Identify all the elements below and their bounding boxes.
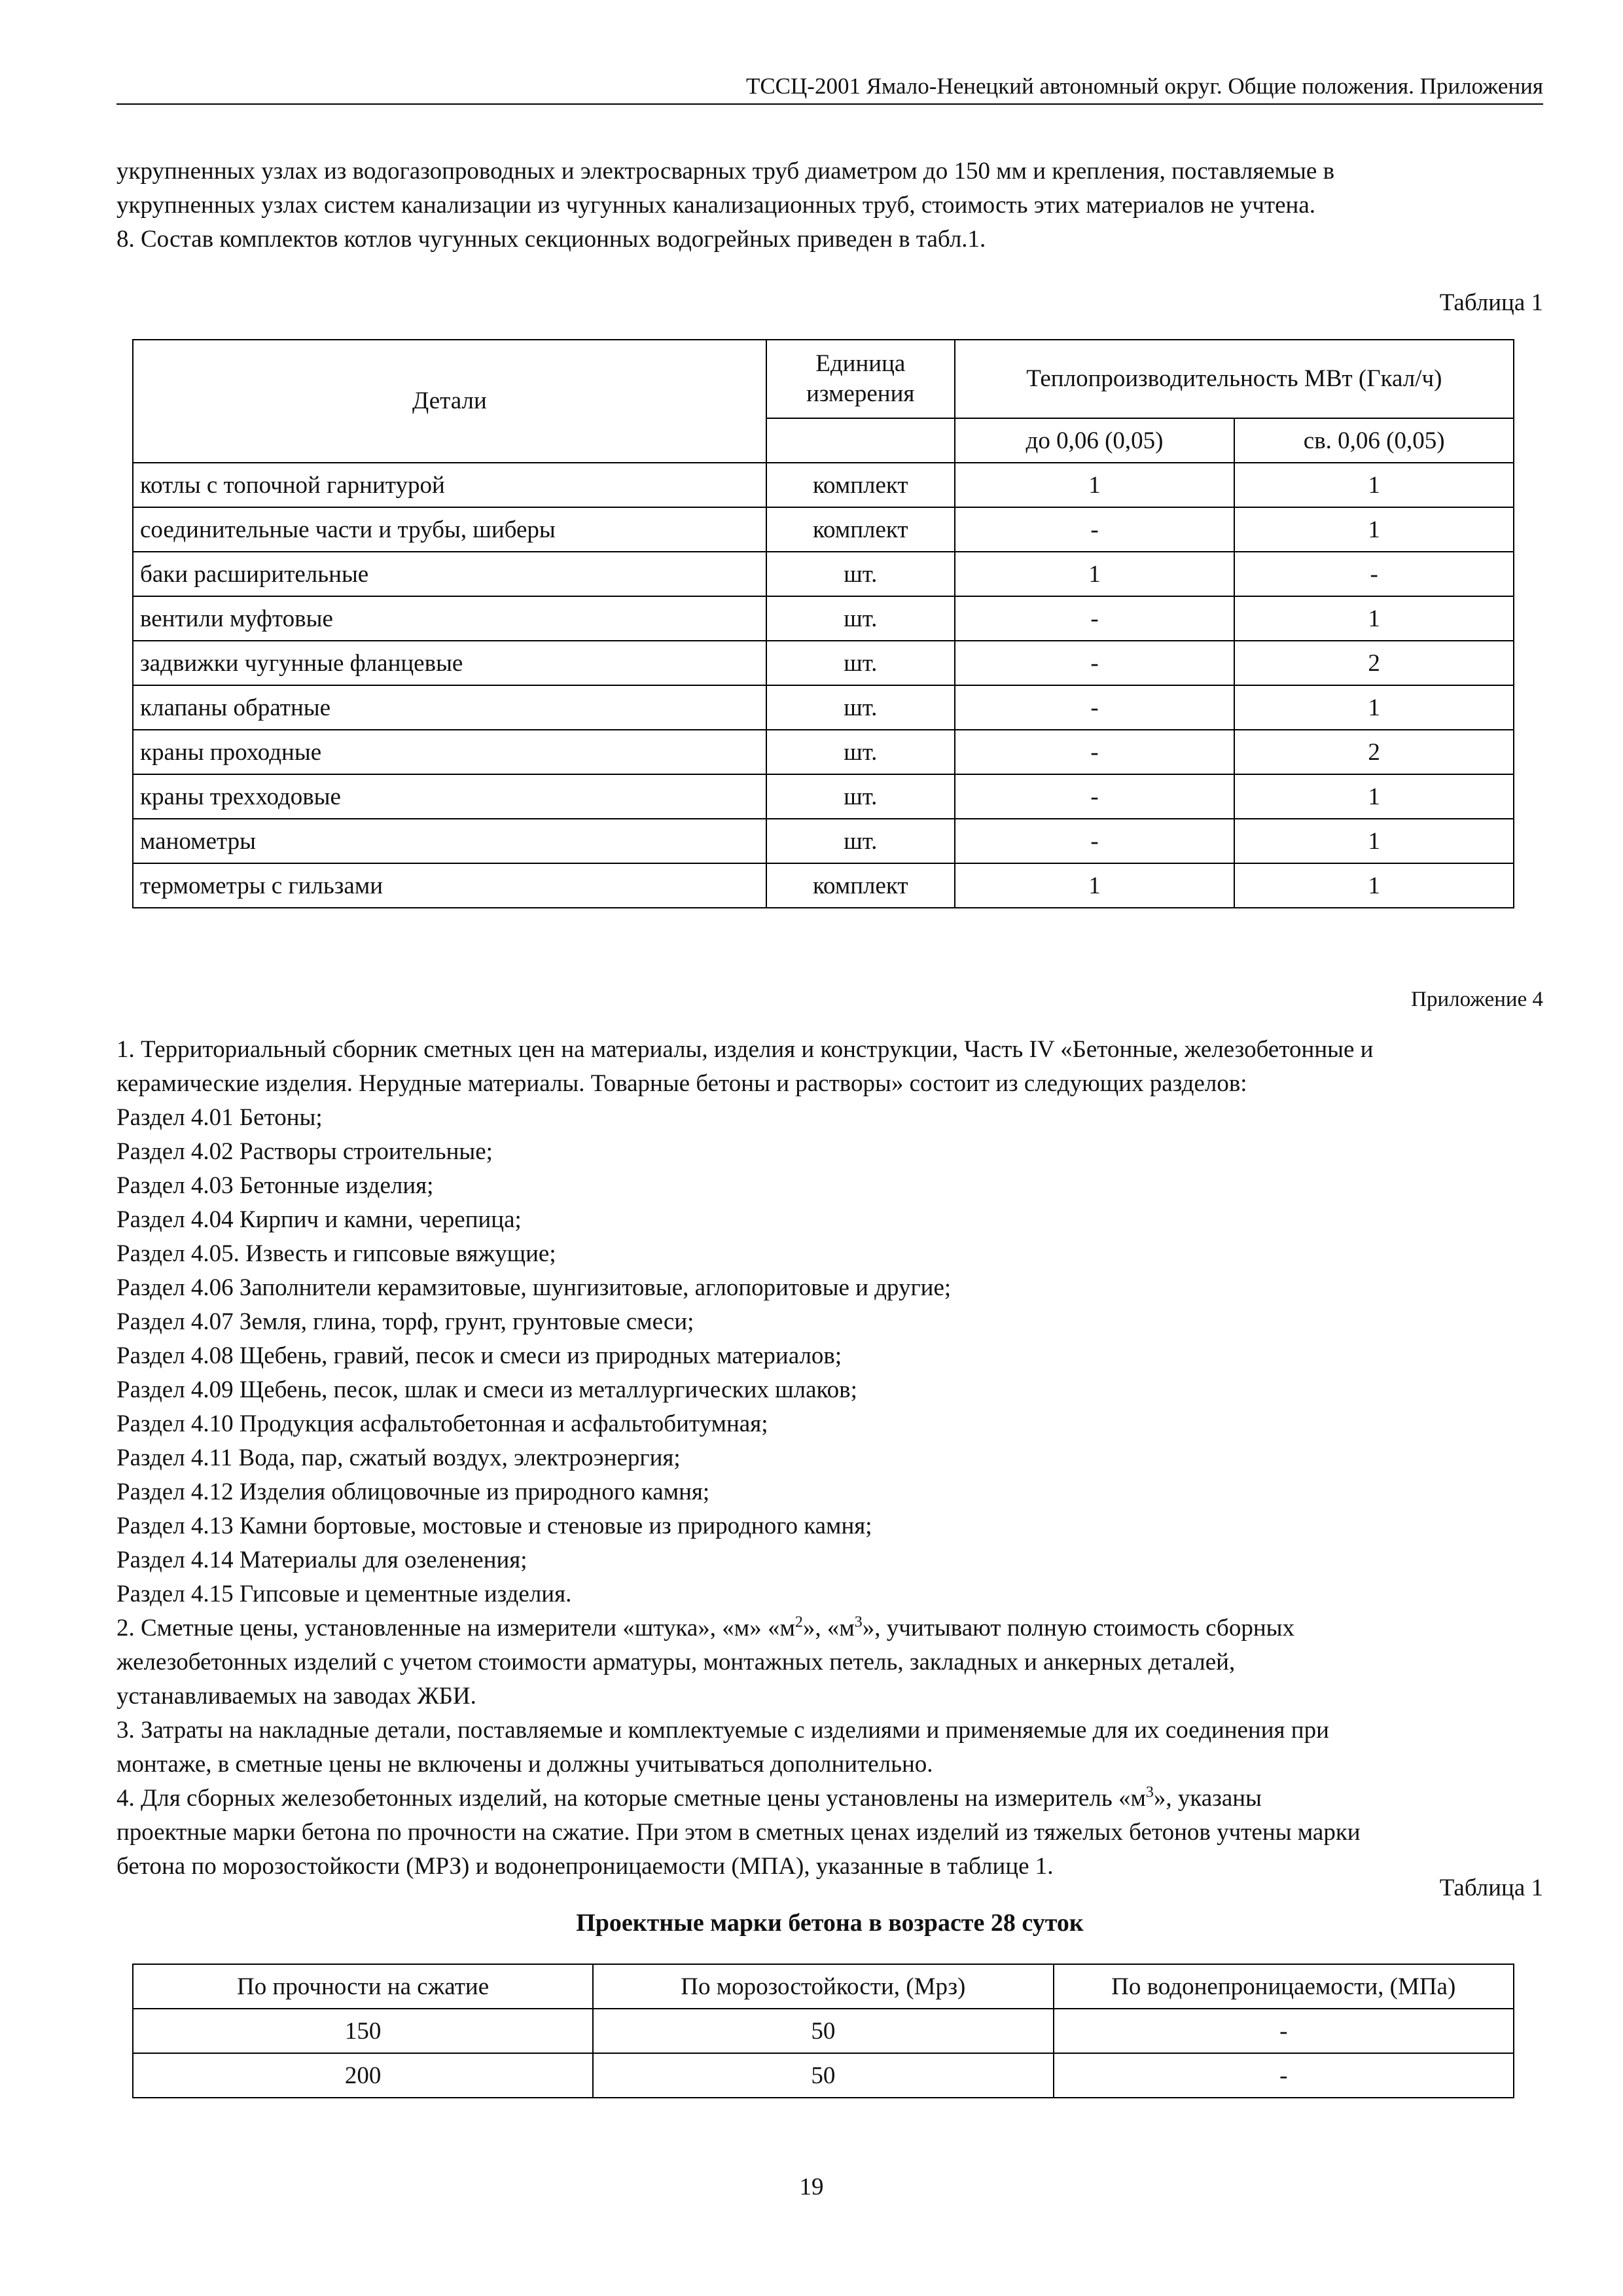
row-unit: шт. <box>766 552 955 596</box>
p2-text: », «м <box>802 1615 855 1641</box>
appendix-line: Раздел 4.06 Заполнители керамзитовые, шунгизитовые, аглопоритовые и другие; <box>116 1274 952 1301</box>
table-row <box>133 819 1514 863</box>
intro-line: укрупненных узлах из водогазопроводных и электросварных труб диаметром до 150 мм и крепления, поставляемые в <box>116 158 1335 185</box>
appendix-line: керамические изделия. Нерудные материалы. Товарные бетоны и растворы» состоит из следующих разделов: <box>116 1070 1247 1097</box>
appendix-line: Раздел 4.09 Щебень, песок, шлак и смеси из металлургических шлаков; <box>116 1376 857 1403</box>
appendix-text <box>116 1033 1543 1884</box>
cell: 150 <box>133 2009 593 2053</box>
row-a: - <box>955 507 1235 552</box>
cell: 200 <box>133 2053 593 2098</box>
header-details: Детали <box>133 340 766 463</box>
header-water: По водонепроницаемости, (МПа) <box>1054 1964 1514 2009</box>
row-a: - <box>955 685 1235 730</box>
appendix-line: Раздел 4.05. Известь и гипсовые вяжущие; <box>116 1240 556 1267</box>
table-row <box>133 863 1514 908</box>
row-a: 1 <box>955 463 1235 507</box>
header-unit: Единица измерения <box>766 340 955 418</box>
row-unit: шт. <box>766 774 955 819</box>
row-unit: комплект <box>766 463 955 507</box>
paragraph-3-line: монтаже, в сметные цены не включены и должны учитываться дополнительно. <box>116 1751 933 1778</box>
appendix-line: Раздел 4.08 Щебень, гравий, песок и смеси из природных материалов; <box>116 1342 842 1369</box>
appendix-line: Раздел 4.03 Бетонные изделия; <box>116 1172 434 1199</box>
running-header: ТССЦ-2001 Ямало-Ненецкий автономный округ. Общие положения. Приложения <box>116 71 1543 105</box>
cell: - <box>1054 2009 1514 2053</box>
row-unit: шт. <box>766 596 955 641</box>
table-row <box>133 774 1514 819</box>
row-name: краны проходные <box>133 730 766 774</box>
row-b: 1 <box>1234 819 1514 863</box>
intro-line: укрупненных узлах систем канализации из чугунных канализационных труб, стоимость этих материалов не учтена. <box>116 192 1316 219</box>
table-row <box>133 463 1514 507</box>
row-unit: шт. <box>766 730 955 774</box>
appendix-line: Раздел 4.10 Продукция асфальтобетонная и асфальтобитумная; <box>116 1410 768 1437</box>
table-row <box>133 685 1514 730</box>
row-a: 1 <box>955 552 1235 596</box>
appendix-label: Приложение 4 <box>1411 988 1543 1011</box>
table2-title: Проектные марки бетона в возрасте 28 суток <box>576 1909 1084 1937</box>
table-row <box>133 507 1514 552</box>
appendix-line: Раздел 4.11 Вода, пар, сжатый воздух, электроэнергия; <box>116 1444 681 1471</box>
row-a: - <box>955 774 1235 819</box>
concrete-grades-table <box>132 1964 1514 2098</box>
row-name: котлы с топочной гарнитурой <box>133 463 766 507</box>
row-a: - <box>955 641 1235 685</box>
appendix-line: Раздел 4.07 Земля, глина, торф, грунт, грунтовые смеси; <box>116 1308 694 1335</box>
table-row <box>133 2053 1514 2098</box>
appendix-line: Раздел 4.02 Растворы строительные; <box>116 1138 493 1165</box>
header-col-a: до 0,06 (0,05) <box>955 418 1235 463</box>
paragraph-4-line <box>116 1782 1543 1816</box>
p2-superscript: 2 <box>794 1613 803 1631</box>
row-unit: комплект <box>766 507 955 552</box>
paragraph-3-line: 3. Затраты на накладные детали, поставляемые и комплектуемые с изделиями и применяемые для их соединения при <box>116 1717 1329 1744</box>
row-name: клапаны обратные <box>133 685 766 730</box>
cell: 50 <box>593 2009 1053 2053</box>
page-number: 19 <box>799 2174 824 2200</box>
row-a: - <box>955 819 1235 863</box>
row-a: 1 <box>955 863 1235 908</box>
row-b: 2 <box>1234 641 1514 685</box>
appendix-line: 1. Территориальный сборник сметных цен на материалы, изделия и конструкции, Часть IV «Бетонные, железобетонные и <box>116 1036 1374 1063</box>
appendix-line: Раздел 4.04 Кирпич и камни, черепица; <box>116 1206 522 1233</box>
row-a: - <box>955 730 1235 774</box>
row-name: манометры <box>133 819 766 863</box>
p4-text: », указаны <box>1153 1785 1262 1812</box>
paragraph-2-line: устанавливаемых на заводах ЖБИ. <box>116 1683 476 1710</box>
cell: - <box>1054 2053 1514 2098</box>
paragraph-4-line: бетона по морозостойкости (МРЗ) и водонепроницаемости (МПА), указанные в таблице 1. <box>116 1853 1054 1880</box>
row-b: 2 <box>1234 730 1514 774</box>
paragraph-2-line: железобетонных изделий с учетом стоимости арматуры, монтажных петель, закладных и анкерных деталей, <box>116 1649 1236 1676</box>
row-name: краны трехходовые <box>133 774 766 819</box>
intro-text <box>116 154 1543 257</box>
row-b: 1 <box>1234 863 1514 908</box>
row-name: вентили муфтовые <box>133 596 766 641</box>
intro-line: 8. Состав комплектов котлов чугунных секционных водогрейных приведен в табл.1. <box>116 226 986 253</box>
p4-text: 4. Для сборных железобетонных изделий, на которые сметные цены установлены на измеритель «м <box>116 1785 1146 1812</box>
appendix-line: Раздел 4.01 Бетоны; <box>116 1104 323 1131</box>
paragraph-2-line <box>116 1611 1543 1645</box>
row-unit: комплект <box>766 863 955 908</box>
table-row <box>133 2009 1514 2053</box>
row-name: соединительные части и трубы, шиберы <box>133 507 766 552</box>
p2-text: 2. Сметные цены, установленные на измерители «штука», «м» «м <box>116 1615 795 1641</box>
appendix-line: Раздел 4.14 Материалы для озеленения; <box>116 1547 527 1573</box>
p4-superscript: 3 <box>1145 1784 1154 1801</box>
row-name: термометры с гильзами <box>133 863 766 908</box>
row-name: баки расширительные <box>133 552 766 596</box>
row-unit: шт. <box>766 819 955 863</box>
header-col-b: св. 0,06 (0,05) <box>1234 418 1514 463</box>
table2-label: Таблица 1 <box>1439 1874 1543 1901</box>
row-a: - <box>955 596 1235 641</box>
header-strength: По прочности на сжатие <box>133 1964 593 2009</box>
p2-text: », учитывают полную стоимость сборных <box>862 1615 1294 1641</box>
table-row <box>133 730 1514 774</box>
row-b: 1 <box>1234 596 1514 641</box>
row-b: 1 <box>1234 685 1514 730</box>
appendix-line: Раздел 4.12 Изделия облицовочные из природного камня; <box>116 1479 710 1505</box>
header-unit-blank <box>766 418 955 463</box>
table-row <box>133 641 1514 685</box>
row-b: 1 <box>1234 774 1514 819</box>
header-frost: По морозостойкости, (Мрз) <box>593 1964 1053 2009</box>
table1-label: Таблица 1 <box>1439 289 1543 316</box>
row-b: - <box>1234 552 1514 596</box>
table-row <box>133 552 1514 596</box>
header-capacity: Теплопроизводительность МВт (Гкал/ч) <box>955 340 1514 418</box>
table-row <box>133 596 1514 641</box>
row-name: задвижки чугунные фланцевые <box>133 641 766 685</box>
appendix-line: Раздел 4.15 Гипсовые и цементные изделия. <box>116 1581 572 1607</box>
paragraph-4-line: проектные марки бетона по прочности на сжатие. При этом в сметных ценах изделий из тяжелых бетонов учтены марки <box>116 1819 1361 1846</box>
p2-superscript: 3 <box>854 1613 863 1631</box>
row-b: 1 <box>1234 463 1514 507</box>
appendix-line: Раздел 4.13 Камни бортовые, мостовые и стеновые из природного камня; <box>116 1513 872 1539</box>
cell: 50 <box>593 2053 1053 2098</box>
boiler-kit-table <box>132 339 1514 908</box>
row-b: 1 <box>1234 507 1514 552</box>
row-unit: шт. <box>766 641 955 685</box>
row-unit: шт. <box>766 685 955 730</box>
